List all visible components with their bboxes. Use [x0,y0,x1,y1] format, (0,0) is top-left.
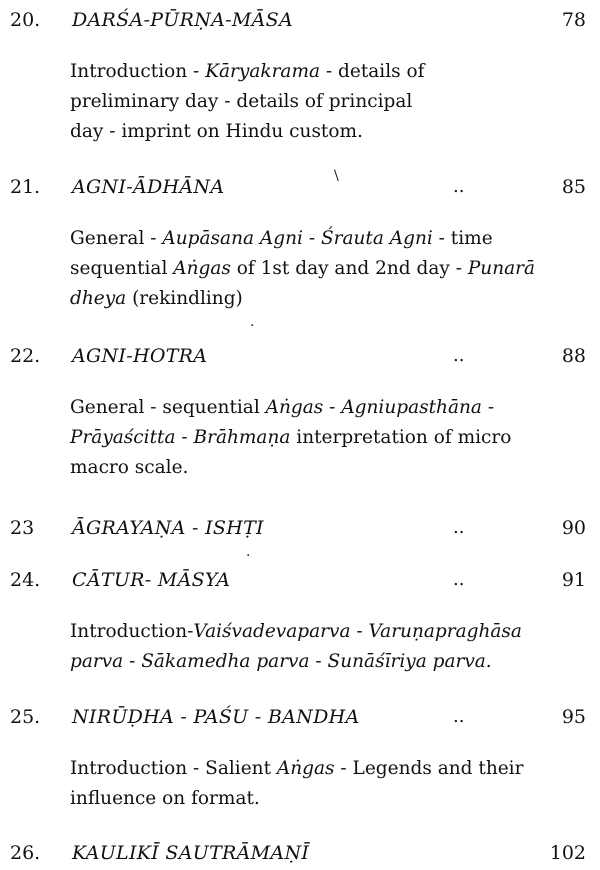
description-line [70,87,560,117]
description-line [70,284,560,314]
entry-number: 26. [10,842,41,864]
toc-entry-21 [0,172,600,309]
italic-term: Sunāśīriya parva. [327,651,492,672]
description-text: - Legends and their [334,758,524,779]
italic-term: Varuṇapraghāsa [368,621,522,642]
description-line [70,224,560,254]
entry-title: AGNI-HOTRA [72,345,208,367]
description-text: - [350,621,369,642]
description-line [70,254,560,284]
description-text: influence on format. [70,788,260,809]
description-line [70,647,560,677]
entry-title: AGNI-ĀDHĀNA [72,176,225,198]
leader-dots: .. [453,176,465,197]
description-line [70,784,560,814]
description-line [70,393,560,423]
description-line [70,117,560,147]
entry-title: NIRŪḌHA - PAŚU - BANDHA [72,706,360,728]
description-text: interpretation of micro [290,427,512,448]
toc-entry-23 [0,513,600,543]
entry-title: KAULIKĪ SAUTRĀMAṆĪ [72,842,310,864]
description-text: preliminary day - details of principal [70,91,413,112]
description-text: - time [432,228,493,249]
description-line [70,57,560,87]
entry-title: ĀGRAYAṆA - ISHṬI [72,517,264,539]
entry-number: 25. [10,706,41,728]
italic-term: Aṅgas [173,258,231,279]
description-text: - [323,397,342,418]
description-line [70,423,560,453]
italic-term: dheya [70,288,127,309]
italic-term: Kāryakrama [205,61,321,82]
entry-description [70,617,560,677]
description-text: - [123,651,142,672]
entry-number: 24. [10,569,41,591]
italic-term: Brāhmaṇa [193,427,291,448]
toc-entry-25 [0,702,600,809]
italic-term: Prāyaścitta [70,427,176,448]
stray-mark: \ [334,168,339,184]
toc-entry-22 [0,341,600,478]
italic-term: Aṅgas [265,397,324,418]
italic-term: Agniupasthāna [341,397,482,418]
description-text: - [302,228,321,249]
italic-term: parva [70,651,124,672]
entry-number: 20. [10,9,41,31]
entry-description [70,393,560,483]
description-text: - [175,427,194,448]
description-text: Introduction - [70,61,206,82]
leader-dots: .. [453,517,465,538]
description-text: Introduction- [70,621,194,642]
leader-dots: .. [453,569,465,590]
description-text: day - imprint on Hindu custom. [70,121,363,142]
page-number: 90 [561,517,586,539]
description-text: (rekindling) [126,288,243,309]
italic-term: Aupāsana Agni [162,228,303,249]
description-text: sequential [70,258,174,279]
page-number: 102 [549,842,586,864]
entry-description [70,224,560,314]
leader-dots: .. [453,345,465,366]
description-text: Introduction - Salient [70,758,277,779]
description-text: - details of [320,61,425,82]
italic-term: Aṅgas [276,758,335,779]
page-number: 91 [561,569,586,591]
description-text: of 1st day and 2nd day - [230,258,468,279]
entry-title: DARŚA-PŪRṆA-MĀSA [72,9,293,31]
italic-term: Sākamedha parva [141,651,310,672]
stray-dot: · [246,548,251,564]
italic-term: Śrauta Agni [320,228,433,249]
entry-title: CĀTUR- MĀSYA [72,569,231,591]
entry-number: 21. [10,176,41,198]
entry-description [70,754,560,814]
description-line [70,617,560,647]
description-text: - [481,397,495,418]
description-text: macro scale. [70,457,189,478]
description-line [70,453,560,483]
leader-dots: .. [453,706,465,727]
description-line [70,754,560,784]
page-number: 88 [561,345,586,367]
description-text: - [309,651,328,672]
page-number: 85 [561,176,586,198]
toc-entry-24 [0,565,600,672]
entry-number: 23 [10,517,35,539]
description-text: General - sequential [70,397,266,418]
page-number: 95 [561,706,586,728]
entry-description [70,57,560,147]
page-number: 78 [561,9,586,31]
toc-entry-20 [0,5,600,142]
italic-term: Punarā [467,258,536,279]
italic-term: Vaiśvadevaparva [193,621,351,642]
description-text: General - [70,228,163,249]
entry-number: 22. [10,345,41,367]
toc-entry-26 [0,838,600,868]
stray-dot: · [250,318,255,334]
